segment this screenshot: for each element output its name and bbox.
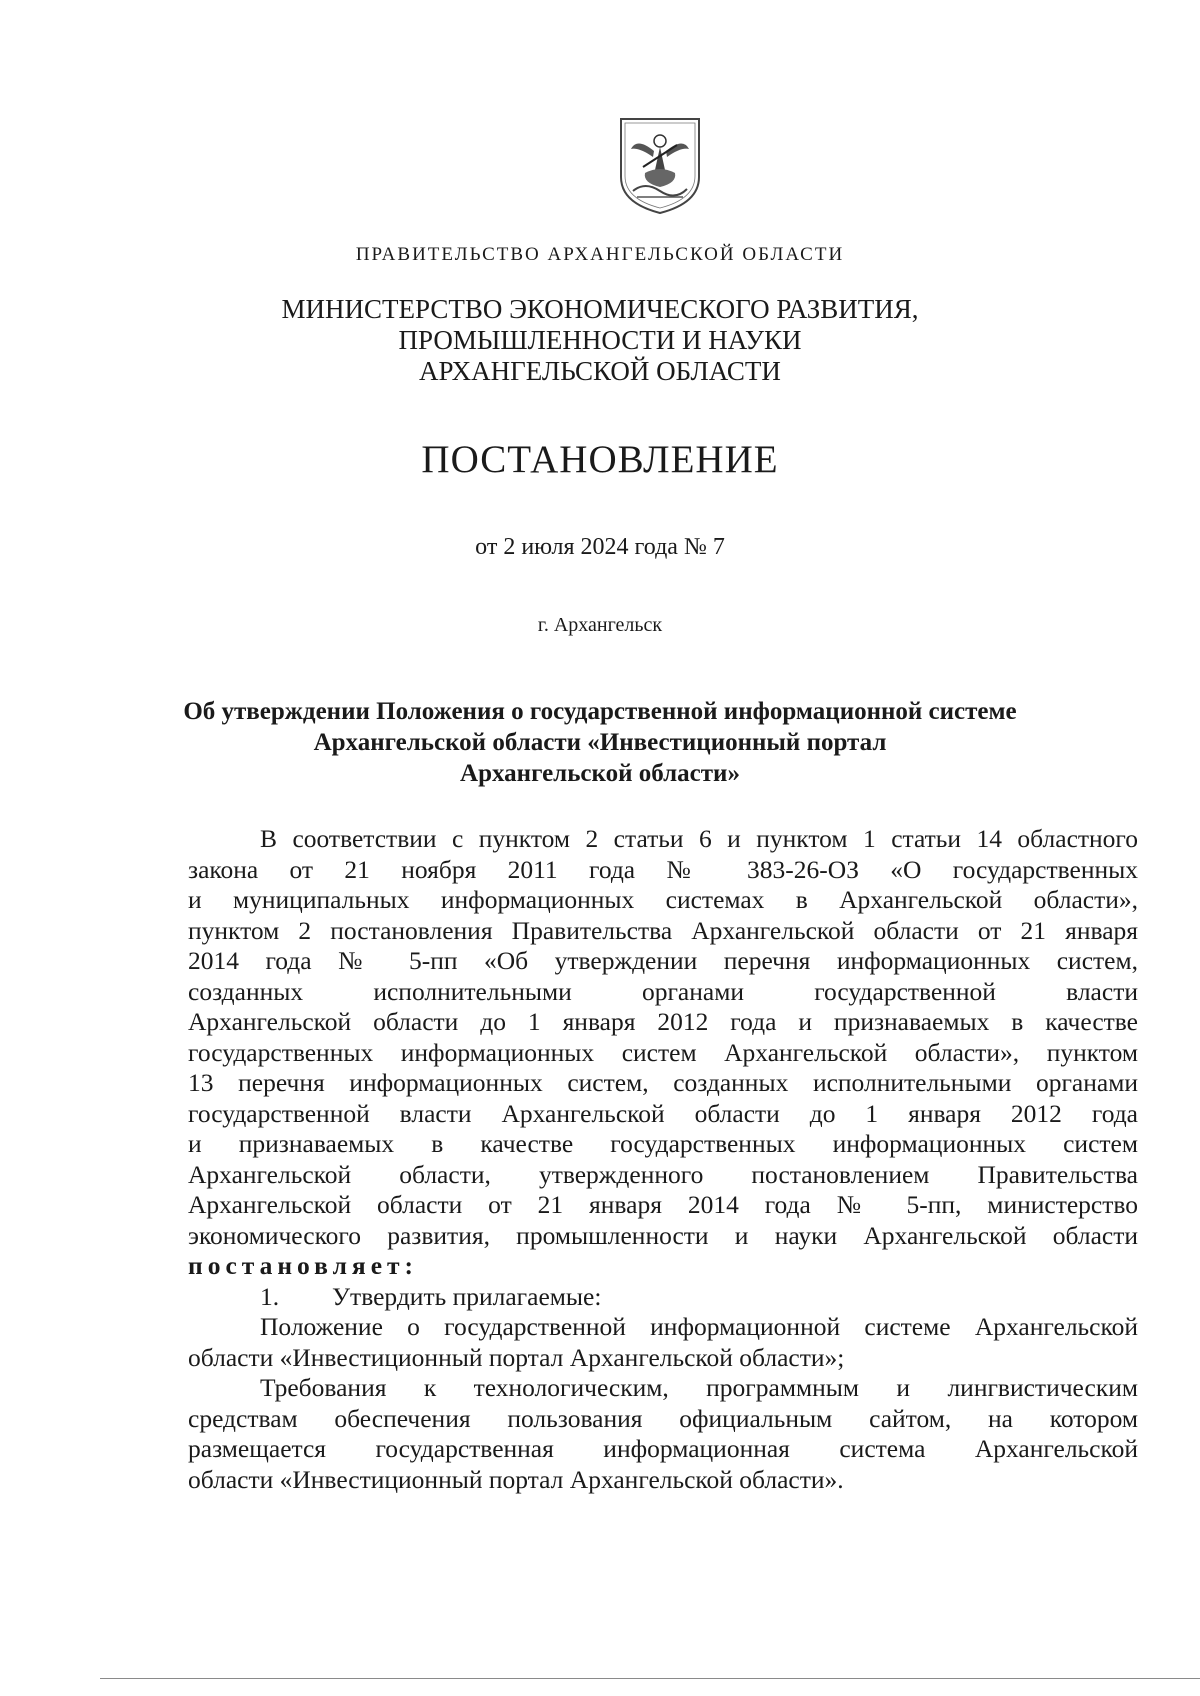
title-line: Архангельской области «Инвестиционный портал <box>313 729 887 756</box>
paragraph-2-line: средствам обеспечения пользования официальным сайтом, на котором <box>188 1403 1138 1433</box>
paragraph-2-line: Требования к технологическим, программным и лингвистическим <box>260 1373 1138 1402</box>
ministry-line: ПРОМЫШЛЕННОСТИ И НАУКИ <box>398 325 802 355</box>
item-1 <box>188 1282 1138 1313</box>
title-line: Об утверждении Положения о государственной информационной системе <box>183 698 1017 725</box>
title-line: Архангельской области» <box>460 760 740 787</box>
coat-of-arms-emblem <box>615 115 705 215</box>
preamble-line: созданных исполнительными органами государственной власти <box>188 976 1138 1006</box>
preamble-line: государственной власти Архангельской области до 1 января 2012 года <box>188 1098 1138 1128</box>
document-city: г. Архангельск <box>537 614 663 636</box>
paragraph-1-line: области «Инвестиционный портал Архангельской области»; <box>188 1342 845 1372</box>
preamble-line: Архангельской области, утвержденного постановлением Правительства <box>188 1159 1138 1189</box>
preamble-line: и признаваемых в качестве государственных информационных систем <box>188 1129 1138 1158</box>
preamble-line: пунктом 2 постановления Правительства Архангельской области от 21 января <box>188 915 1138 945</box>
preamble-line: экономического развития, промышленности и науки Архангельской области <box>188 1220 1138 1250</box>
preamble-line: Архангельской области от 21 января 2014 года № 5-пп, министерство <box>188 1190 1138 1219</box>
document-date-number: от 2 июля 2024 года № 7 <box>475 534 725 560</box>
preamble-line: и муниципальных информационных системах в Архангельской области», <box>188 885 1138 914</box>
decree-word: постановляет: <box>188 1251 419 1280</box>
paragraph-1-line: Положение о государственной информационной системе Архангельской <box>260 1312 1138 1341</box>
paragraph-2-line: области «Инвестиционный портал Архангельской области». <box>188 1464 844 1494</box>
preamble-line: закона от 21 ноября 2011 года № 383-26-ОЗ «О государственных <box>188 854 1138 884</box>
preamble-line: 13 перечня информационных систем, созданных исполнительными органами <box>188 1068 1138 1097</box>
ministry-line: АРХАНГЕЛЬСКОЙ ОБЛАСТИ <box>419 356 781 386</box>
document-title <box>0 696 1200 789</box>
page-bottom-divider <box>100 1678 1200 1679</box>
item-1-text: Утвердить прилагаемые: <box>332 1281 602 1311</box>
preamble-line: государственных информационных систем Архангельской области», пунктом <box>188 1037 1138 1067</box>
preamble-line: Архангельской области до 1 января 2012 года и признаваемых в качестве <box>188 1007 1138 1036</box>
paragraph-2-line: размещается государственная информационная система Архангельской <box>188 1434 1138 1463</box>
preamble-line: В соответствии с пунктом 2 статьи 6 и пунктом 1 статьи 14 областного <box>260 824 1138 853</box>
document-body <box>188 824 1138 1495</box>
ministry-line: МИНИСТЕРСТВО ЭКОНОМИЧЕСКОГО РАЗВИТИЯ, <box>281 294 919 324</box>
item-1-number: 1. <box>260 1281 280 1311</box>
ministry-name <box>0 294 1200 387</box>
government-name: ПРАВИТЕЛЬСТВО АРХАНГЕЛЬСКОЙ ОБЛАСТИ <box>355 244 845 265</box>
preamble-line: 2014 года № 5-пп «Об утверждении перечня информационных систем, <box>188 946 1138 975</box>
document-type: ПОСТАНОВЛЕНИЕ <box>421 438 779 481</box>
